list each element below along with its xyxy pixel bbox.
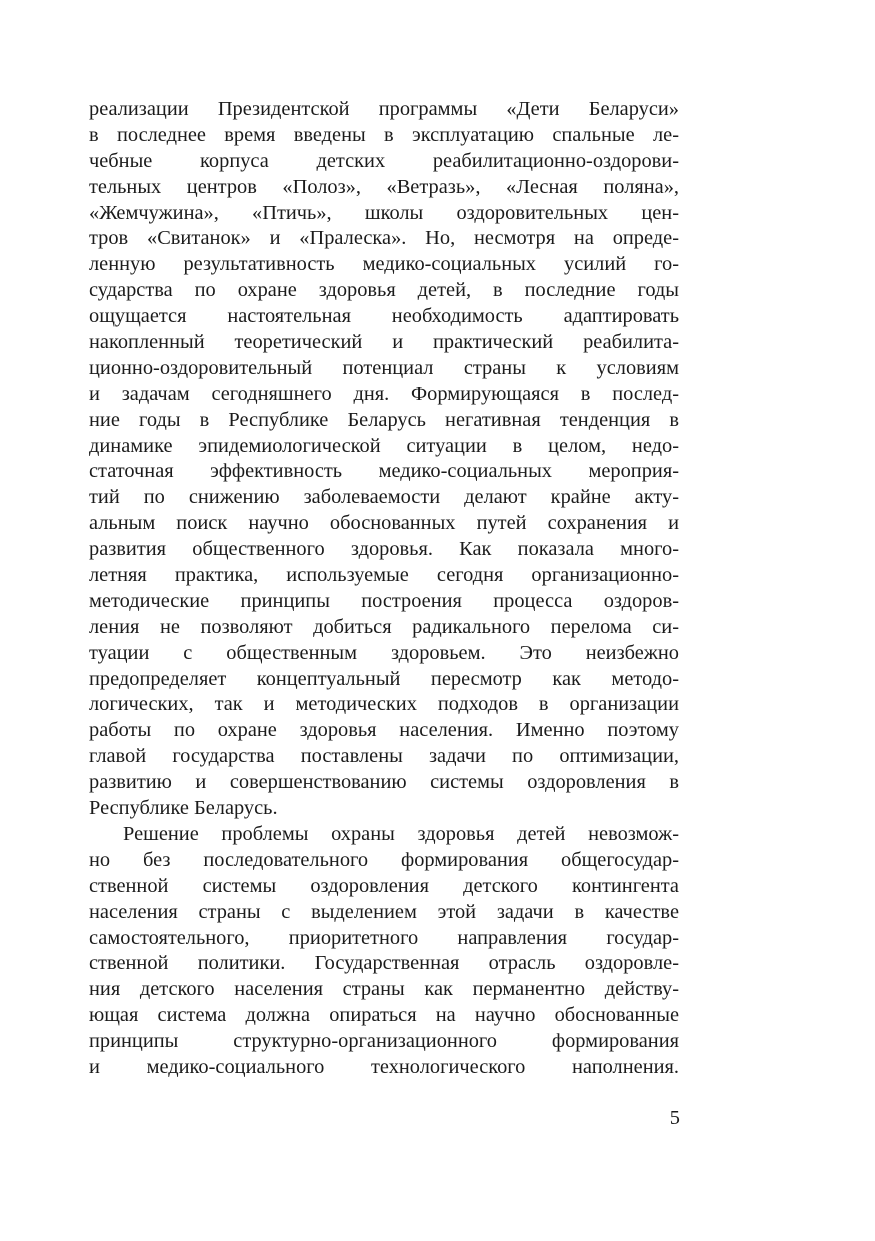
text-line: но без последовательного формирования общегосудар- [89,848,679,871]
text-line: ционно-оздоровительный потенциал страны к условиям [89,356,679,379]
text-line: тров «Свитанок» и «Пралеска». Но, несмотря на опреде- [89,227,679,250]
text-line: туации с общественным здоровьем. Это неизбежно [89,641,679,664]
text-line: ощущается настоятельная необходимость адаптировать [89,305,679,328]
text-line: альным поиск научно обоснованных путей сохранения и [89,512,679,535]
text-line: и медико-социального технологического наполнения. [89,1055,679,1078]
text-line: ственной политики. Государственная отрасль оздоровле- [89,952,679,975]
text-line: Республике Беларусь. [89,797,278,820]
text-line: ственной системы оздоровления детского контингента [89,874,679,897]
text-line: в последнее время введены в эксплуатацию спальные ле- [89,123,679,146]
body-text [89,97,679,1081]
text-line: тельных центров «Полоз», «Ветразь», «Лесная поляна», [89,175,679,198]
text-line: тий по снижению заболеваемости делают крайне акту- [89,486,679,509]
text-line: реализации Президентской программы «Дети Беларуси» [89,98,679,120]
text-line: ления не позволяют добиться радикального перелома си- [89,615,679,638]
text-line: логических, так и методических подходов в организации [89,693,679,716]
text-line: чебные корпуса детских реабилитационно-оздорови- [89,149,679,172]
text-line: и задачам сегодняшнего дня. Формирующаяся в послед- [89,382,679,405]
text-line: динамике эпидемиологической ситуации в целом, недо- [89,434,679,457]
text-line: Решение проблемы охраны здоровья детей невозмож- [123,822,679,845]
page-number: 5 [669,1107,680,1129]
text-line: населения страны с выделением этой задачи в качестве [89,900,679,923]
paragraph-2 [89,822,679,1081]
text-line: ния детского населения страны как перманентно действу- [89,978,679,1001]
text-line: работы по охране здоровья населения. Именно поэтому [89,719,679,742]
paragraph-1 [89,97,679,822]
text-line: ленную результативность медико-социальных усилий го- [89,253,679,276]
text-line: ющая система должна опираться на научно обоснованные [89,1004,679,1027]
text-line: развития общественного здоровья. Как показала много- [89,538,679,561]
text-line: летняя практика, используемые сегодня организационно- [89,564,679,587]
text-line: принципы структурно-организационного формирования [89,1030,679,1053]
text-line: «Жемчужина», «Птичь», школы оздоровительных цен- [89,201,679,224]
text-line: предопределяет концептуальный пересмотр как методо- [89,667,679,690]
text-line: главой государства поставлены задачи по оптимизации, [89,745,679,768]
text-line: статочная эффективность медико-социальных мероприя- [89,460,679,483]
text-line: самостоятельного, приоритетного направления государ- [89,926,679,949]
text-line: методические принципы построения процесса оздоров- [89,589,679,612]
text-line: сударства по охране здоровья детей, в последние годы [89,279,679,302]
text-line: ние годы в Республике Беларусь негативная тенденция в [89,408,679,431]
text-line: развитию и совершенствованию системы оздоровления в [89,771,679,794]
text-line: накопленный теоретический и практический реабилита- [89,331,679,354]
